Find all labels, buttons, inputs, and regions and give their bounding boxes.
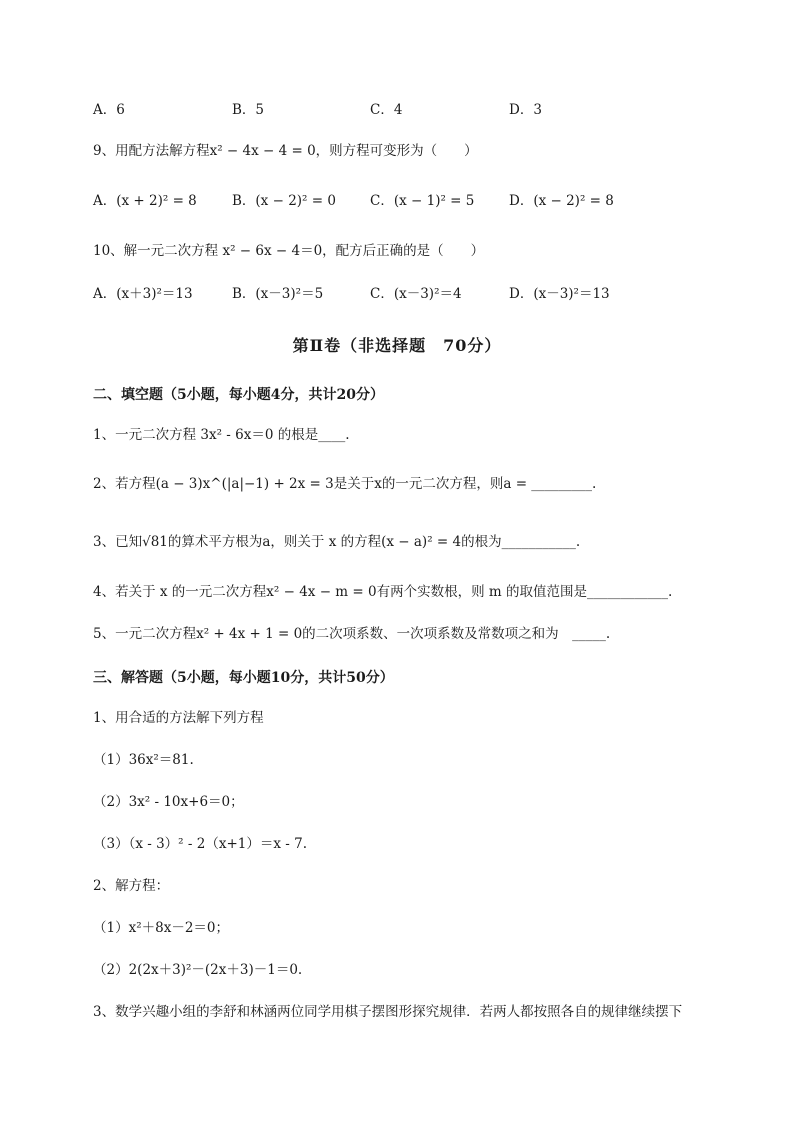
q9-option-b: B．(x − 2)² = 0 <box>232 193 336 209</box>
solve-q2-part-2: （2）2(2x＋3)²－(2x＋3)－1＝0. <box>93 962 303 978</box>
q9-stem: 9、用配方法解方程x² − 4x − 4 = 0，则方程可变形为（ ） <box>93 143 478 159</box>
q9-option-d: D．(x − 2)² = 8 <box>509 193 614 209</box>
q10-option-a: A．(x＋3)²＝13 <box>93 286 193 302</box>
solve-q3-stem: 3、数学兴趣小组的李舒和林涵两位同学用棋子摆图形探究规律．若两人都按照各自的规律继续摆下 <box>93 1004 683 1020</box>
solve-q1-stem: 1、用合适的方法解下列方程 <box>93 710 264 726</box>
fill-item-1: 1、一元二次方程 3x² - 6x＝0 的根是____. <box>93 427 350 443</box>
q10-option-c: C．(x－3)²＝4 <box>370 286 462 302</box>
fill-item-2: 2、若方程(a − 3)x^(|a|−1) + 2x = 3是关于x的一元二次方程，则a = _________. <box>93 476 597 492</box>
solve-q2-part-1: （1）x²＋8x－2＝0； <box>93 920 229 936</box>
part2-title: 第Ⅱ卷（非选择题 70分） <box>292 336 502 355</box>
fill-item-4: 4、若关于 x 的一元二次方程x² − 4x − m = 0有两个实数根，则 m 的取值范围是____________. <box>93 584 673 600</box>
q10-option-b: B．(x－3)²＝5 <box>232 286 324 302</box>
q10-option-d: D．(x－3)²＝13 <box>509 286 610 302</box>
fill-section-heading: 二、填空题（5小题，每小题4分，共计20分） <box>93 387 384 403</box>
solve-q2-stem: 2、解方程： <box>93 878 170 894</box>
q8-option-c: C．4 <box>370 102 403 118</box>
solve-q1-part-3: （3）（x - 3）² - 2（x+1）＝x - 7. <box>93 836 307 852</box>
q8-option-b: B．5 <box>232 102 265 118</box>
q9-option-a: A．(x + 2)² = 8 <box>93 193 197 209</box>
q8-option-d: D．3 <box>509 102 542 118</box>
solve-q1-part-1: （1）36x²＝81. <box>93 752 194 768</box>
solve-section-heading: 三、解答题（5小题，每小题10分，共计50分） <box>93 670 394 686</box>
solve-q1-part-2: （2）3x² - 10x+6＝0； <box>93 794 244 810</box>
fill-item-3: 3、已知√81的算术平方根为a，则关于 x 的方程(x − a)² = 4的根为___________. <box>93 534 581 550</box>
q10-stem: 10、解一元二次方程 x² − 6x − 4＝0，配方后正确的是（ ） <box>93 243 485 259</box>
fill-item-5: 5、一元二次方程x² + 4x + 1 = 0的二次项系数、一次项系数及常数项之和为 _____. <box>93 626 611 642</box>
q9-option-c: C．(x − 1)² = 5 <box>370 193 475 209</box>
q8-option-a: A．6 <box>93 102 125 118</box>
